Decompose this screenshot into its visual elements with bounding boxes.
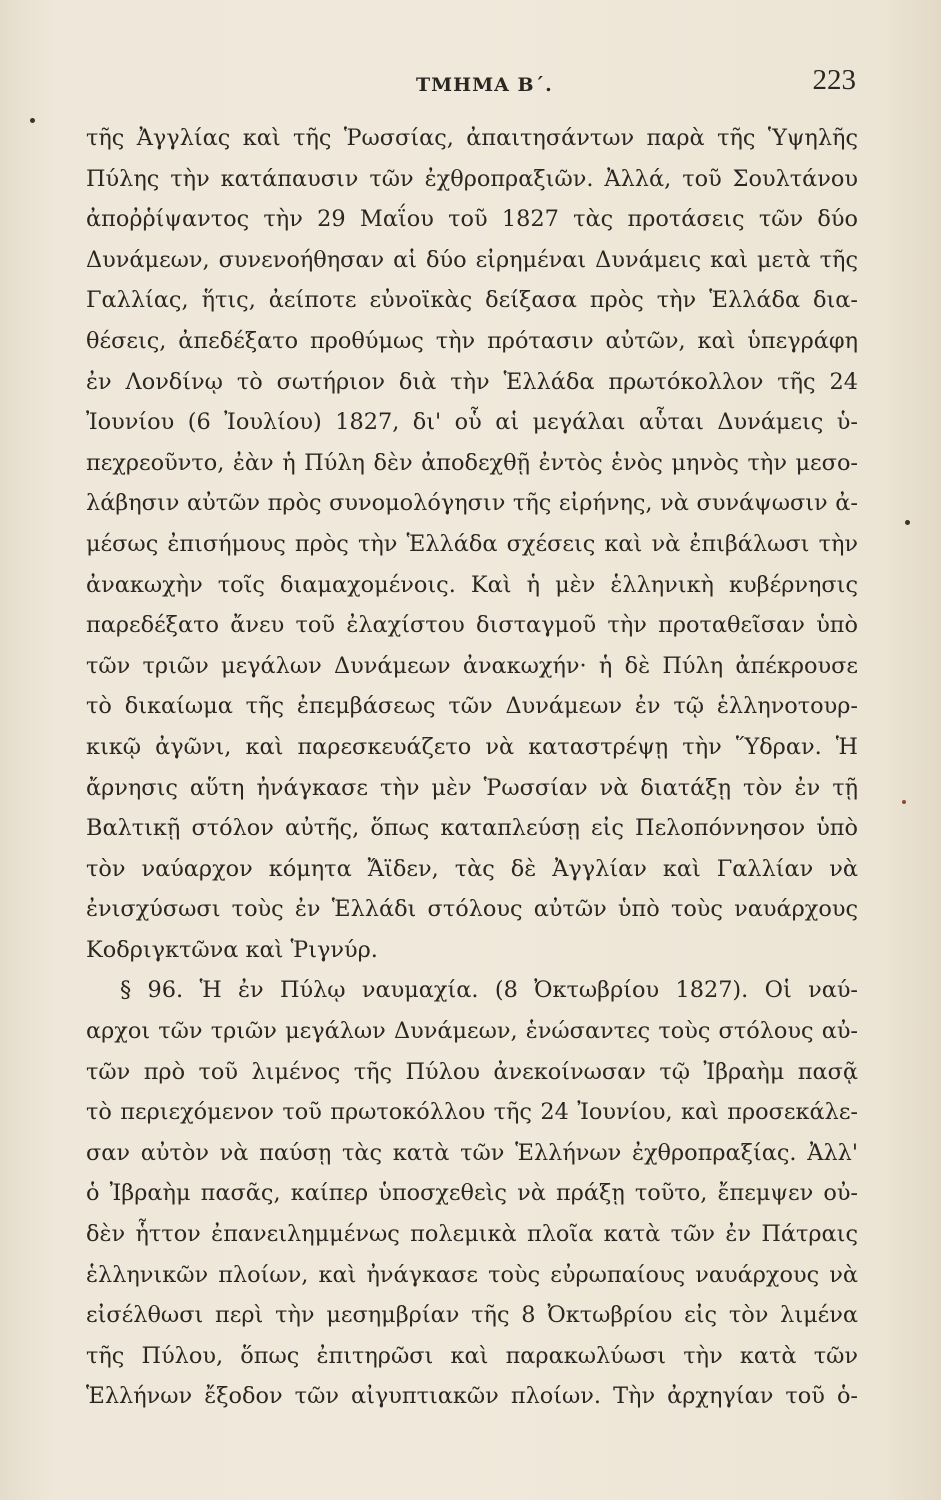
text-line: Γαλλίας, ἥτις, ἀείποτε εὐνοϊκὰς δείξασα πρὸς τὴν Ἑλλάδα δια- (86, 287, 858, 314)
text-line: αρχοι τῶν τριῶν μεγάλων Δυνάμεων, ἑνώσαντες τοὺς στόλους αὐ- (86, 1018, 858, 1045)
text-line: ἑλληνικῶν πλοίων, καὶ ἠνάγκασε τοὺς εὐρωπαίους ναυάρχους νὰ (86, 1261, 858, 1288)
body-text (86, 118, 858, 1417)
text-line: Πύλης τὴν κατάπαυσιν τῶν ἐχθροπραξιῶν. Ἀλλά, τοῦ Σουλτάνου (86, 165, 858, 192)
section-heading-line: § 96. Ἡ ἐν Πύλῳ ναυμαχία. (8 Ὀκτωβρίου 1827). Οἱ ναύ- (120, 977, 858, 1004)
text-line: Ἰουνίου (6 Ἰουλίου) 1827, δι' οὗ αἱ μεγάλαι αὗται Δυνάμεις ὑ- (86, 409, 858, 436)
text-line: τῶν τριῶν μεγάλων Δυνάμεων ἀνακωχήν· ἡ δὲ Πύλη ἀπέκρουσε (86, 652, 858, 679)
text-line: κικῷ ἀγῶνι, καὶ παρεσκευάζετο νὰ καταστρέψῃ τὴν Ὕδραν. Ἡ (86, 733, 858, 760)
text-line: ἄρνησις αὕτη ἠνάγκασε τὴν μὲν Ῥωσσίαν νὰ διατάξῃ τὸν ἐν τῇ (86, 774, 858, 801)
running-head: ΤΜΗΜΑ Β΄. (416, 74, 553, 96)
text-line: πεχρεοῦντο, ἐὰν ἡ Πύλη δὲν ἀποδεχθῇ ἐντὸς ἑνὸς μηνὸς τὴν μεσο- (86, 449, 858, 476)
text-line: τῶν πρὸ τοῦ λιμένος τῆς Πύλου ἀνεκοίνωσαν τῷ Ἰβραὴμ πασᾷ (86, 1058, 858, 1085)
text-line: ἀποῤῥίψαντος τὴν 29 Μαΐου τοῦ 1827 τὰς προτάσεις τῶν δύο (86, 206, 858, 233)
text-line: τὸ δικαίωμα τῆς ἐπεμβάσεως τῶν Δυνάμεων ἐν τῷ ἑλληνοτουρ- (86, 693, 858, 720)
text-line: σαν αὐτὸν νὰ παύσῃ τὰς κατὰ τῶν Ἑλλήνων ἐχθροπραξίας. Ἀλλ' (86, 1139, 858, 1166)
text-line: ἐνισχύσωσι τοὺς ἐν Ἑλλάδι στόλους αὐτῶν ὑπὸ τοὺς ναυάρχους (86, 896, 858, 923)
text-line: μέσως ἐπισήμους πρὸς τὴν Ἑλλάδα σχέσεις καὶ νὰ ἐπιβάλωσι τὴν (86, 530, 858, 557)
ink-dot (30, 118, 35, 123)
text-line: Κοδριγκτῶνα καὶ Ῥιγνύρ. (86, 936, 378, 963)
text-line: Ἑλλήνων ἔξοδον τῶν αἰγυπτιακῶν πλοίων. Τὴν ἀρχηγίαν τοῦ ὁ- (86, 1383, 858, 1410)
text-line: εἰσέλθωσι περὶ τὴν μεσημβρίαν τῆς 8 Ὀκτωβρίου εἰς τὸν λιμένα (86, 1302, 858, 1329)
text-line: ὁ Ἰβραὴμ πασᾶς, καίπερ ὑποσχεθεὶς νὰ πράξῃ τοῦτο, ἔπεμψεν οὐ- (86, 1180, 858, 1207)
text-line: τὸν ναύαρχον κόμητα Ἄϊδεν, τὰς δὲ Ἀγγλίαν καὶ Γαλλίαν νὰ (86, 855, 858, 882)
text-line: τῆς Πύλου, ὅπως ἐπιτηρῶσι καὶ παρακωλύωσι τὴν κατὰ τῶν (86, 1342, 858, 1369)
text-line: λάβησιν αὐτῶν πρὸς συνομολόγησιν τῆς εἰρήνης, νὰ συνάψωσιν ἀ- (86, 490, 858, 517)
text-line: ἐν Λονδίνῳ τὸ σωτήριον διὰ τὴν Ἑλλάδα πρωτόκολλον τῆς 24 (86, 368, 858, 395)
ink-dot (905, 520, 910, 525)
ink-dot (902, 800, 906, 804)
page-number: 223 (812, 64, 856, 96)
page-header (86, 58, 856, 108)
text-line: τῆς Ἀγγλίας καὶ τῆς Ῥωσσίας, ἀπαιτησάντων παρὰ τῆς Ὑψηλῆς (86, 125, 858, 151)
text-line: θέσεις, ἀπεδέξατο προθύμως τὴν πρότασιν αὐτῶν, καὶ ὑπεγράφη (86, 327, 858, 354)
text-line: Βαλτικῇ στόλον αὐτῆς, ὅπως καταπλεύσῃ εἰς Πελοπόννησον ὑπὸ (86, 815, 858, 842)
text-line: Δυνάμεων, συνενοήθησαν αἱ δύο εἰρημέναι Δυνάμεις καὶ μετὰ τῆς (86, 246, 858, 273)
text-line: ἀνακωχὴν τοῖς διαμαχομένοις. Καὶ ἡ μὲν ἑλληνικὴ κυβέρνησις (86, 571, 858, 598)
text-line: παρεδέξατο ἄνευ τοῦ ἐλαχίστου δισταγμοῦ τὴν προταθεῖσαν ὑπὸ (86, 612, 858, 639)
text-line: τὸ περιεχόμενον τοῦ πρωτοκόλλου τῆς 24 Ἰουνίου, καὶ προσεκάλε- (86, 1099, 858, 1126)
text-line: δὲν ἧττον ἐπανειλημμένως πολεμικὰ πλοῖα κατὰ τῶν ἐν Πάτραις (86, 1221, 858, 1248)
